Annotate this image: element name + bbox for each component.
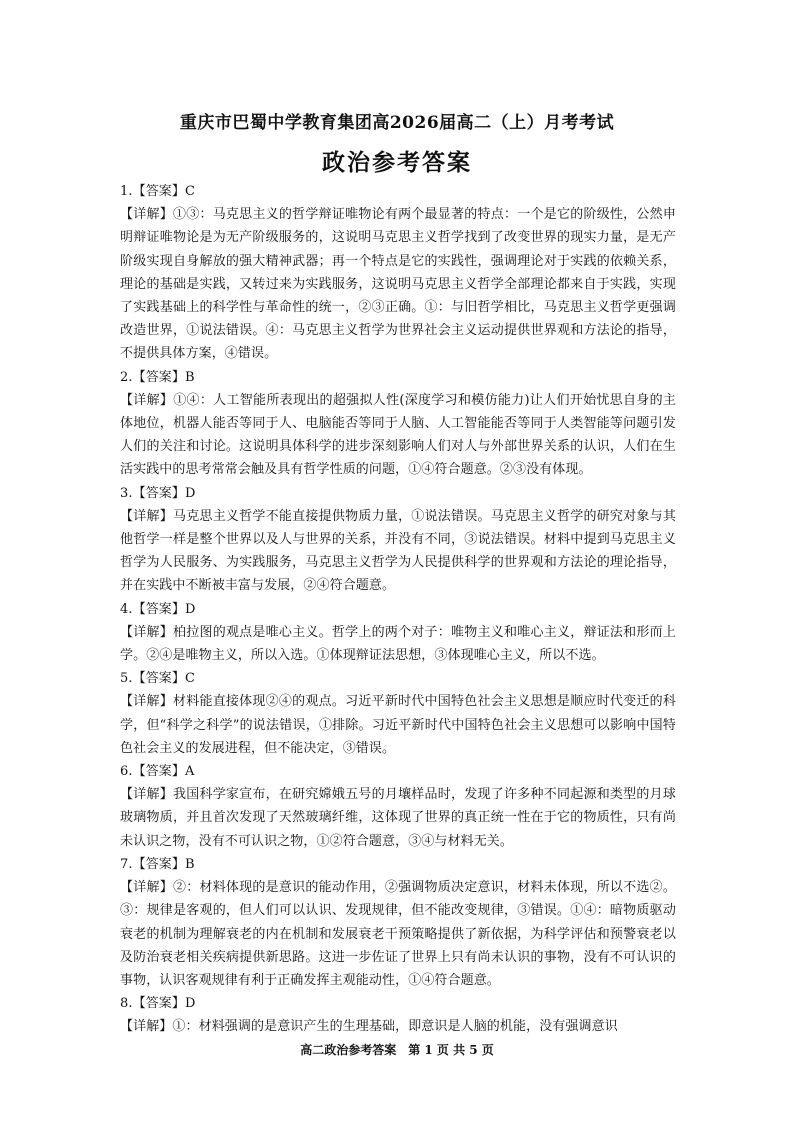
answer-item	[120, 667, 676, 760]
answer-key: 8.【答案】D	[120, 996, 196, 1012]
answer-key: 5.【答案】C	[120, 671, 196, 687]
page-footer: 高二政治参考答案 第 1 页 共 5 页	[300, 1043, 494, 1057]
answer-detail: 【详解】①③：马克思主义的哲学辩证唯物论有两个最显著的特点：一个是它的阶级性，公然申明辩证唯物论是为无产阶级服务的，这说明马克思主义哲学找到了改变世界的现实力量，是无产阶级实现自身解放的强大精神武器；再一个特点是它的实践性，强调理论对于实践的依赖关系，理论的基础是实践，又转过来为实践服务，这说明马克思主义哲学全部理论都来自于实践，实现了实践基础上的科学性与革命性的统一，②③正确。①：与旧哲学相比，马克思主义哲学更强调改造世界，①说法错误。④：马克思主义哲学为世界社会主义运动提供世界观和方法论的指导，不提供具体方案，④错误。	[120, 207, 676, 362]
answer-item	[120, 760, 676, 853]
answer-detail: 【详解】材料能直接体现②④的观点。习近平新时代中国特色社会主义思想是顺应时代变迁的科学，但“科学之科学”的说法错误，①排除。习近平新时代中国特色社会主义思想可以影响中国特色社会主义的发展进程，但不能决定，③错误。	[120, 694, 676, 756]
answer-detail: 【详解】①：材料强调的是意识产生的生理基础，即意识是人脑的机能，没有强调意识	[120, 1019, 618, 1035]
answer-detail: 【详解】马克思主义哲学不能直接提供物质力量，①说法错误。马克思主义哲学的研究对象与其他哲学一样是整个世界以及人与世界的关系，并没有不同，③说法错误。材料中提到马克思主义哲学为人民服务、为实践服务，马克思主义哲学为人民提供科学的世界观和方法论的理论指导，并在实践中不断被丰富与发展，②④符合题意。	[120, 508, 676, 594]
answer-list	[120, 180, 676, 1039]
answer-detail: 【详解】①④：人工智能所表现出的超强拟人性(深度学习和模仿能力)让人们开始忧思自身的主体地位，机器人能否等同于人、电脑能否等同于人脑、人工智能能否等同于人类智能等问题引发人们的关注和讨论。这说明具体科学的进步深刻影响人们对人与外部世界关系的认识，人们在生活实践中的思考常常会触及具有哲学性质的问题，①④符合题意。②③没有体现。	[120, 392, 676, 478]
answer-detail: 【详解】柏拉图的观点是唯心主义。哲学上的两个对子：唯物主义和唯心主义，辩证法和形而上学。②④是唯物主义，所以入选。①体现辩证法思想，③体现唯心主义，所以不选。	[120, 624, 676, 664]
answer-key: 3.【答案】D	[120, 485, 196, 501]
answer-key: 4.【答案】D	[120, 601, 196, 617]
answer-detail: 【详解】②：材料体现的是意识的能动作用，②强调物质决定意识，材料未体现，所以不选②。③：规律是客观的，但人们可以认识、发现规律，但不能改变规律，③错误。①④：暗物质驱动衰老的机制为理解衰老的内在机制和发展衰老干预策略提供了新依据，为科学评估和预警衰老以及防治衰老相关疾病提供新思路。这进一步佐证了世界上只有尚未认识的事物，没有不可认识的事物，认识客观规律有利于正确发挥主观能动性，①④符合题意。	[120, 880, 676, 988]
page-subtitle: 政治参考答案	[322, 149, 472, 176]
answer-key: 2.【答案】B	[120, 369, 195, 385]
answer-item	[120, 180, 676, 366]
answer-item	[120, 992, 676, 1038]
answer-item	[120, 482, 676, 598]
page-title: 重庆市巴蜀中学教育集团高2026届高二（上）月考考试	[179, 113, 615, 133]
answer-key: 6.【答案】A	[120, 764, 195, 780]
answer-item	[120, 853, 676, 992]
answer-key: 1.【答案】C	[120, 184, 196, 199]
answer-key: 7.【答案】B	[120, 856, 195, 872]
answer-detail: 【详解】我国科学家宣布，在研究嫦娥五号的月壤样品时，发现了许多种不同起源和类型的月球玻璃物质，并且首次发现了天然玻璃纤维，这体现了世界的真正统一性在于它的物质性，只有尚未认识之物，没有不可认识之物，①②符合题意，③④与材料无关。	[120, 787, 676, 849]
answer-item	[120, 598, 676, 668]
answer-item	[120, 366, 676, 482]
